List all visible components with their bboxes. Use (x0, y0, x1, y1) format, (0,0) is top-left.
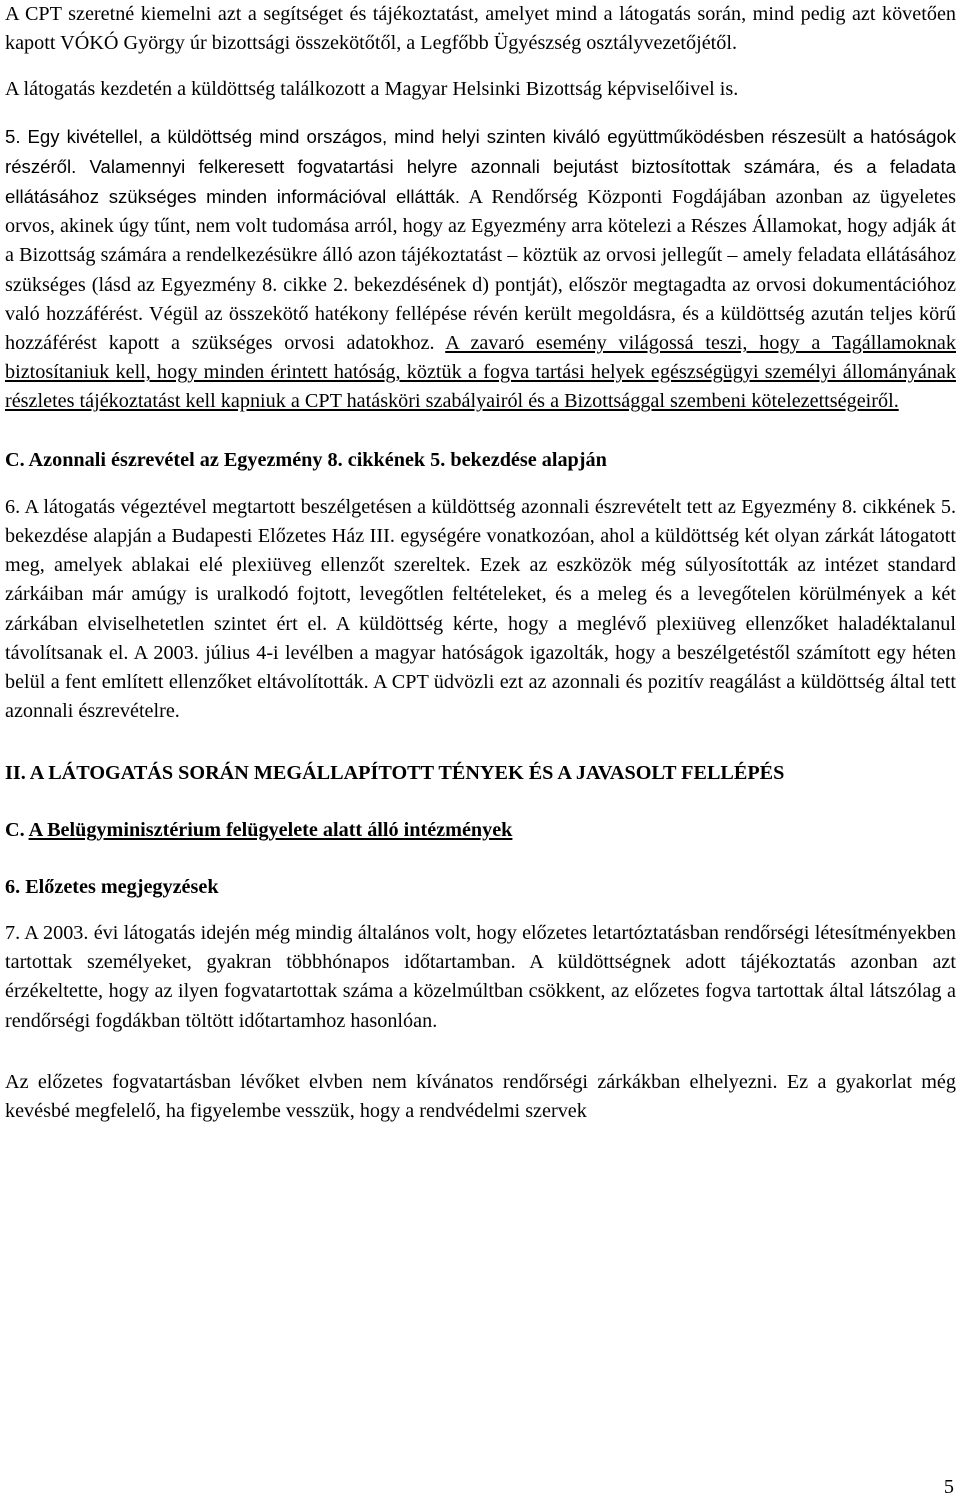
paragraph-7-pretrial-detention: 7. A 2003. évi látogatás idején még mindig általános volt, hogy előzetes letartóztatásban rendőrségi létesítményekben tartottak személyeket, gyakran többhónapos időtartamban. A küldöttségnek adott tájékoztatás azonban azt érzékeltette, hogy az ilyen fogvatartottak száma a közelmúltban csökkent, az előzetes fogva tartottak által látszólag a rendőrségi fogdákban töltött időtartamhoz hasonlóan. (5, 922, 956, 1032)
paragraph-acknowledgement: A CPT szeretné kiemelni azt a segítséget és tájékoztatást, amelyet mind a látogatás során, mind pedig azt követően kapott VÓKÓ György úr bizottsági összekötőtől, a Legfőbb Ügyészség osztályvezetőjétől. (5, 3, 956, 55)
section-heading-c-title: A Belügyminisztérium felügyelete alatt álló intézmények (28, 818, 513, 841)
paragraph-5-doctor: A Rendőrség Központi Fogdájában azonban az ügyeletes orvos, akinek úgy tűnt, nem volt tudomása arról, hogy az Egyezmény arra kötelezi a Részes Államokat, hogy adják át a Bizottság számára a rendelkezésükre álló azon tájékoztatást – köztük az orvosi jellegűt – amely feladata ellátásához szükséges (lásd az Egyezmény 8. cikke 2. bekezdésének d) pontját), először megtagadta az orvosi dokumentációhoz való hozzáférést. Végül az összekötő hatékony fellépése révén került megoldásra, és a küldöttség azután teljes körű hozzáférést kapott a szükséges orvosi adatokhoz. (5, 186, 956, 355)
section-heading-ii-findings: II. A LÁTOGATÁS SORÁN MEGÁLLAPÍTOTT TÉNYEK ÉS A JAVASOLT FELLÉPÉS (5, 762, 785, 785)
section-heading-c-prefix: C. (5, 818, 29, 841)
paragraph-5-cooperation (5, 122, 956, 417)
paragraph-pretrial-detention-police-cells: Az előzetes fogvatartásban lévőket elvben nem kívánatos rendőrségi zárkákban elhelyezni. Ez a gyakorlat még kevésbé megfelelő, ha figyelembe vesszük, hogy a rendvédelmi szervek (5, 1070, 956, 1123)
paragraph-5-intro: 5. Egy kivétellel, a küldöttség mind országos, mind helyi szinten kiváló együttműködésben részesült a hatóságok részéről. (5, 125, 956, 177)
paragraph-5-access: Valamennyi felkeresett fogvatartási helyre azonnali bejutást biztosítottak számára, és a feladata ellátásához szükséges minden információval ellátták. (5, 155, 956, 208)
page-number: 5 (943, 1476, 954, 1498)
paragraph-helsinki-committee: A látogatás kezdetén a küldöttség találkozott a Magyar Helsinki Bizottság képviselőivel is. (5, 78, 739, 101)
paragraph-6-immediate-observation: 6. A látogatás végeztével megtartott beszélgetésen a küldöttség azonnali észrevételt tett az Egyezmény 8. cikkének 5. bekezdése alapján a Budapesti Előzetes Ház III. egységére vonatkozóan, ahol a küldöttség két olyan zárkát látogatott meg, amelyek ablakai elé plexiüveg ellenzőt szereltek. Ezek az eszközök még súlyosították az intézet standard zárkáiban már amúgy is uralkodó fojtott, levegőtlen feltételeket, és a meleg és a levegőtelen körülmények a két zárkában elviselhetetlen szintet ért el. A küldöttség kérte, hogy a meglévő plexiüveg ellenzőket haladéktalanul távolítsanak el. A 2003. július 4-i levélben a magyar hatóságok igazolták, hogy a beszélgetéstől számított egy héten belül a fent említett ellenzőket eltávolították. A CPT üdvözli ezt az azonnali és pozitív reagálást a küldöttség által tett azonnali észrevételre. (5, 495, 956, 723)
section-heading-c-interior-ministry (5, 816, 956, 845)
section-heading-c-immediate-observation: C. Azonnali észrevétel az Egyezmény 8. cikkének 5. bekezdése alapján (5, 448, 607, 471)
section-heading-preliminary-remarks: 6. Előzetes megjegyzések (5, 875, 219, 898)
paragraph-5-underlined-conclusion: A zavaró esemény világossá teszi, hogy a Tagállamoknak biztosítaniuk kell, hogy minden érintett hatóság, köztük a fogva tartási helyek egészségügyi személyi állományának részletes tájékoztatást kell kapniuk a CPT hatásköri szabályairól és a Bizottsággal szembeni kötelezettségeiről. (5, 332, 956, 413)
document-page (5, 0, 956, 1126)
